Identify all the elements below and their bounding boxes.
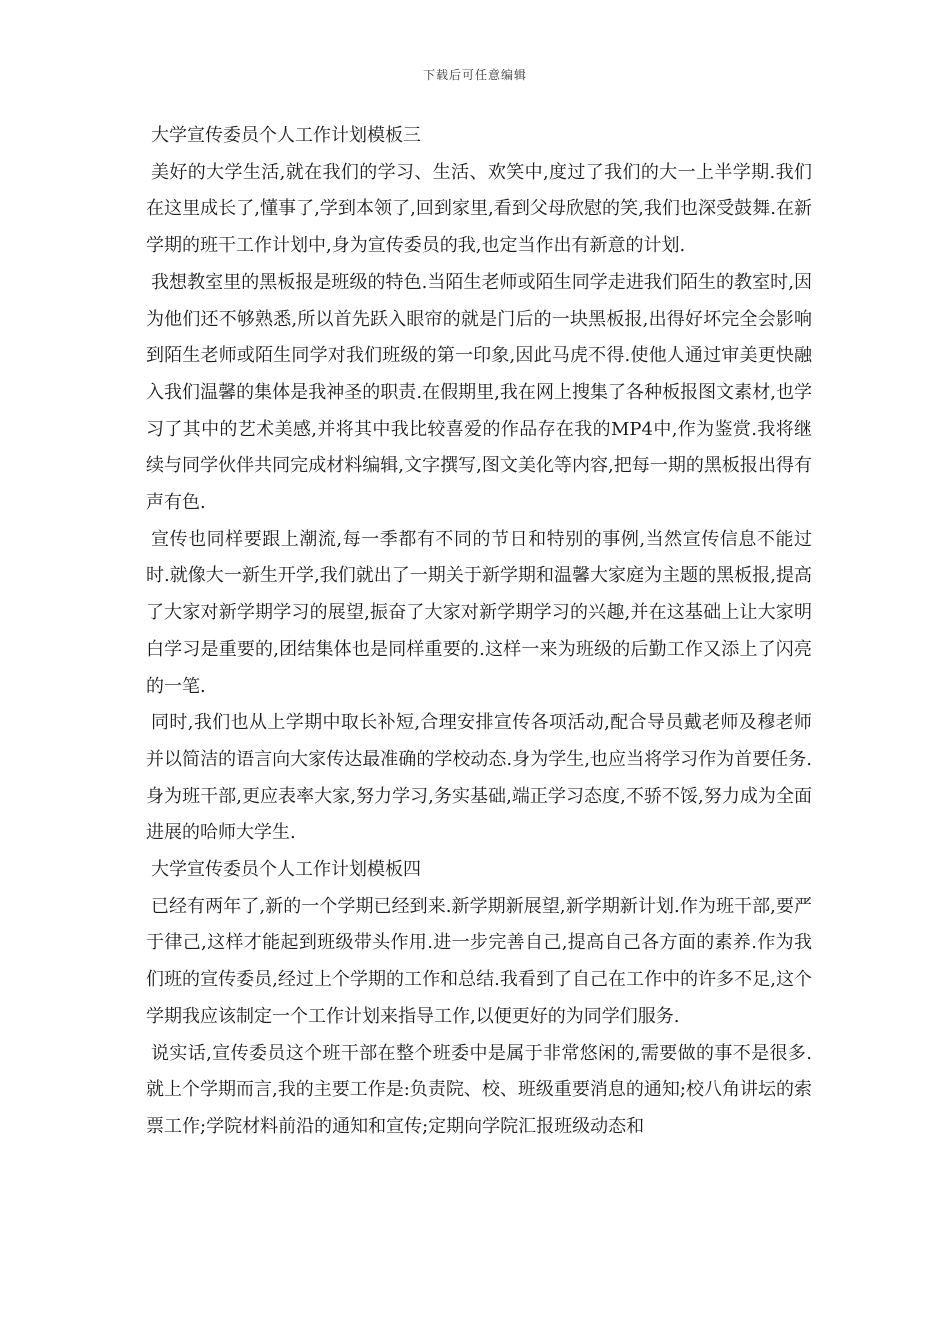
- paragraph: 已经有两年了,新的一个学期已经到来.新学期新展望,新学期新计划.作为班干部,要严于律己,这样才能起到班级带头作用.进一步完善自己,提高自己各方面的素养.作为我们班的宣传委员,经过上个学期的工作和总结.我看到了自己在工作中的许多不足,这个学期我应该制定一个工作计划来指导工作,以便更好的为同学们服务.: [146, 895, 812, 1027]
- paragraph: 美好的大学生活,就在我们的学习、生活、欢笑中,度过了我们的大一上半学期.我们在这里成长了,懂事了,学到本领了,回到家里,看到父母欣慰的笑,我们也深受鼓舞.在新学期的班干工作计划中,身为宣传委员的我,也定当作出有新意的计划.: [146, 161, 812, 257]
- document-body: [146, 118, 812, 1146]
- paragraph: 说实话,宣传委员这个班干部在整个班委中是属于非常悠闲的,需要做的事不是很多.就上个学期而言,我的主要工作是:负责院、校、班级重要消息的通知;校八角讲坛的索票工作;学院材料前沿的通知和宣传;定期向学院汇报班级动态和: [146, 1042, 812, 1137]
- header-note: 下载后可任意编辑: [422, 68, 527, 82]
- paragraph: 宣传也同样要跟上潮流,每一季都有不同的节日和特别的事例,当然宣传信息不能过时.就像大一新生开学,我们就出了一期关于新学期和温馨大家庭为主题的黑板报,提高了大家对新学期学习的展望,振奋了大家对新学期学习的兴趣,并在这基础上让大家明白学习是重要的,团结集体也是同样重要的.这样一来为班级的后勤工作又添上了闪亮的一笔.: [146, 528, 812, 697]
- paragraph: 我想教室里的黑板报是班级的特色.当陌生老师或陌生同学走进我们陌生的教室时,因为他们还不够熟悉,所以首先跃入眼帘的就是门后的一块黑板报,出得好坏完全会影响到陌生老师或陌生同学对我们班级的第一印象,因此马虎不得.使他人通过审美更快融入我们温馨的集体是我神圣的职责.在假期里,我在网上搜集了各种板报图文素材,也学习了其中的艺术美感,并将其中我比较喜爱的作品存在我的MP4中,作为鉴赏.我将继续与同学伙伴共同完成材料编辑,文字撰写,图文美化等内容,把每一期的黑板报出得有声有色.: [146, 271, 812, 514]
- section-title-3: 大学宣传委员个人工作计划模板三: [151, 125, 421, 146]
- paragraph: 同时,我们也从上学期中取长补短,合理安排宣传各项活动,配合导员戴老师及穆老师并以简洁的语言向大家传达最准确的学校动态.身为学生,也应当将学习作为首要任务.身为班干部,更应表率大家,努力学习,务实基础,端正学习态度,不骄不馁,努力成为全面进展的哈师大学生.: [146, 712, 812, 844]
- section-title-4: 大学宣传委员个人工作计划模板四: [151, 859, 421, 881]
